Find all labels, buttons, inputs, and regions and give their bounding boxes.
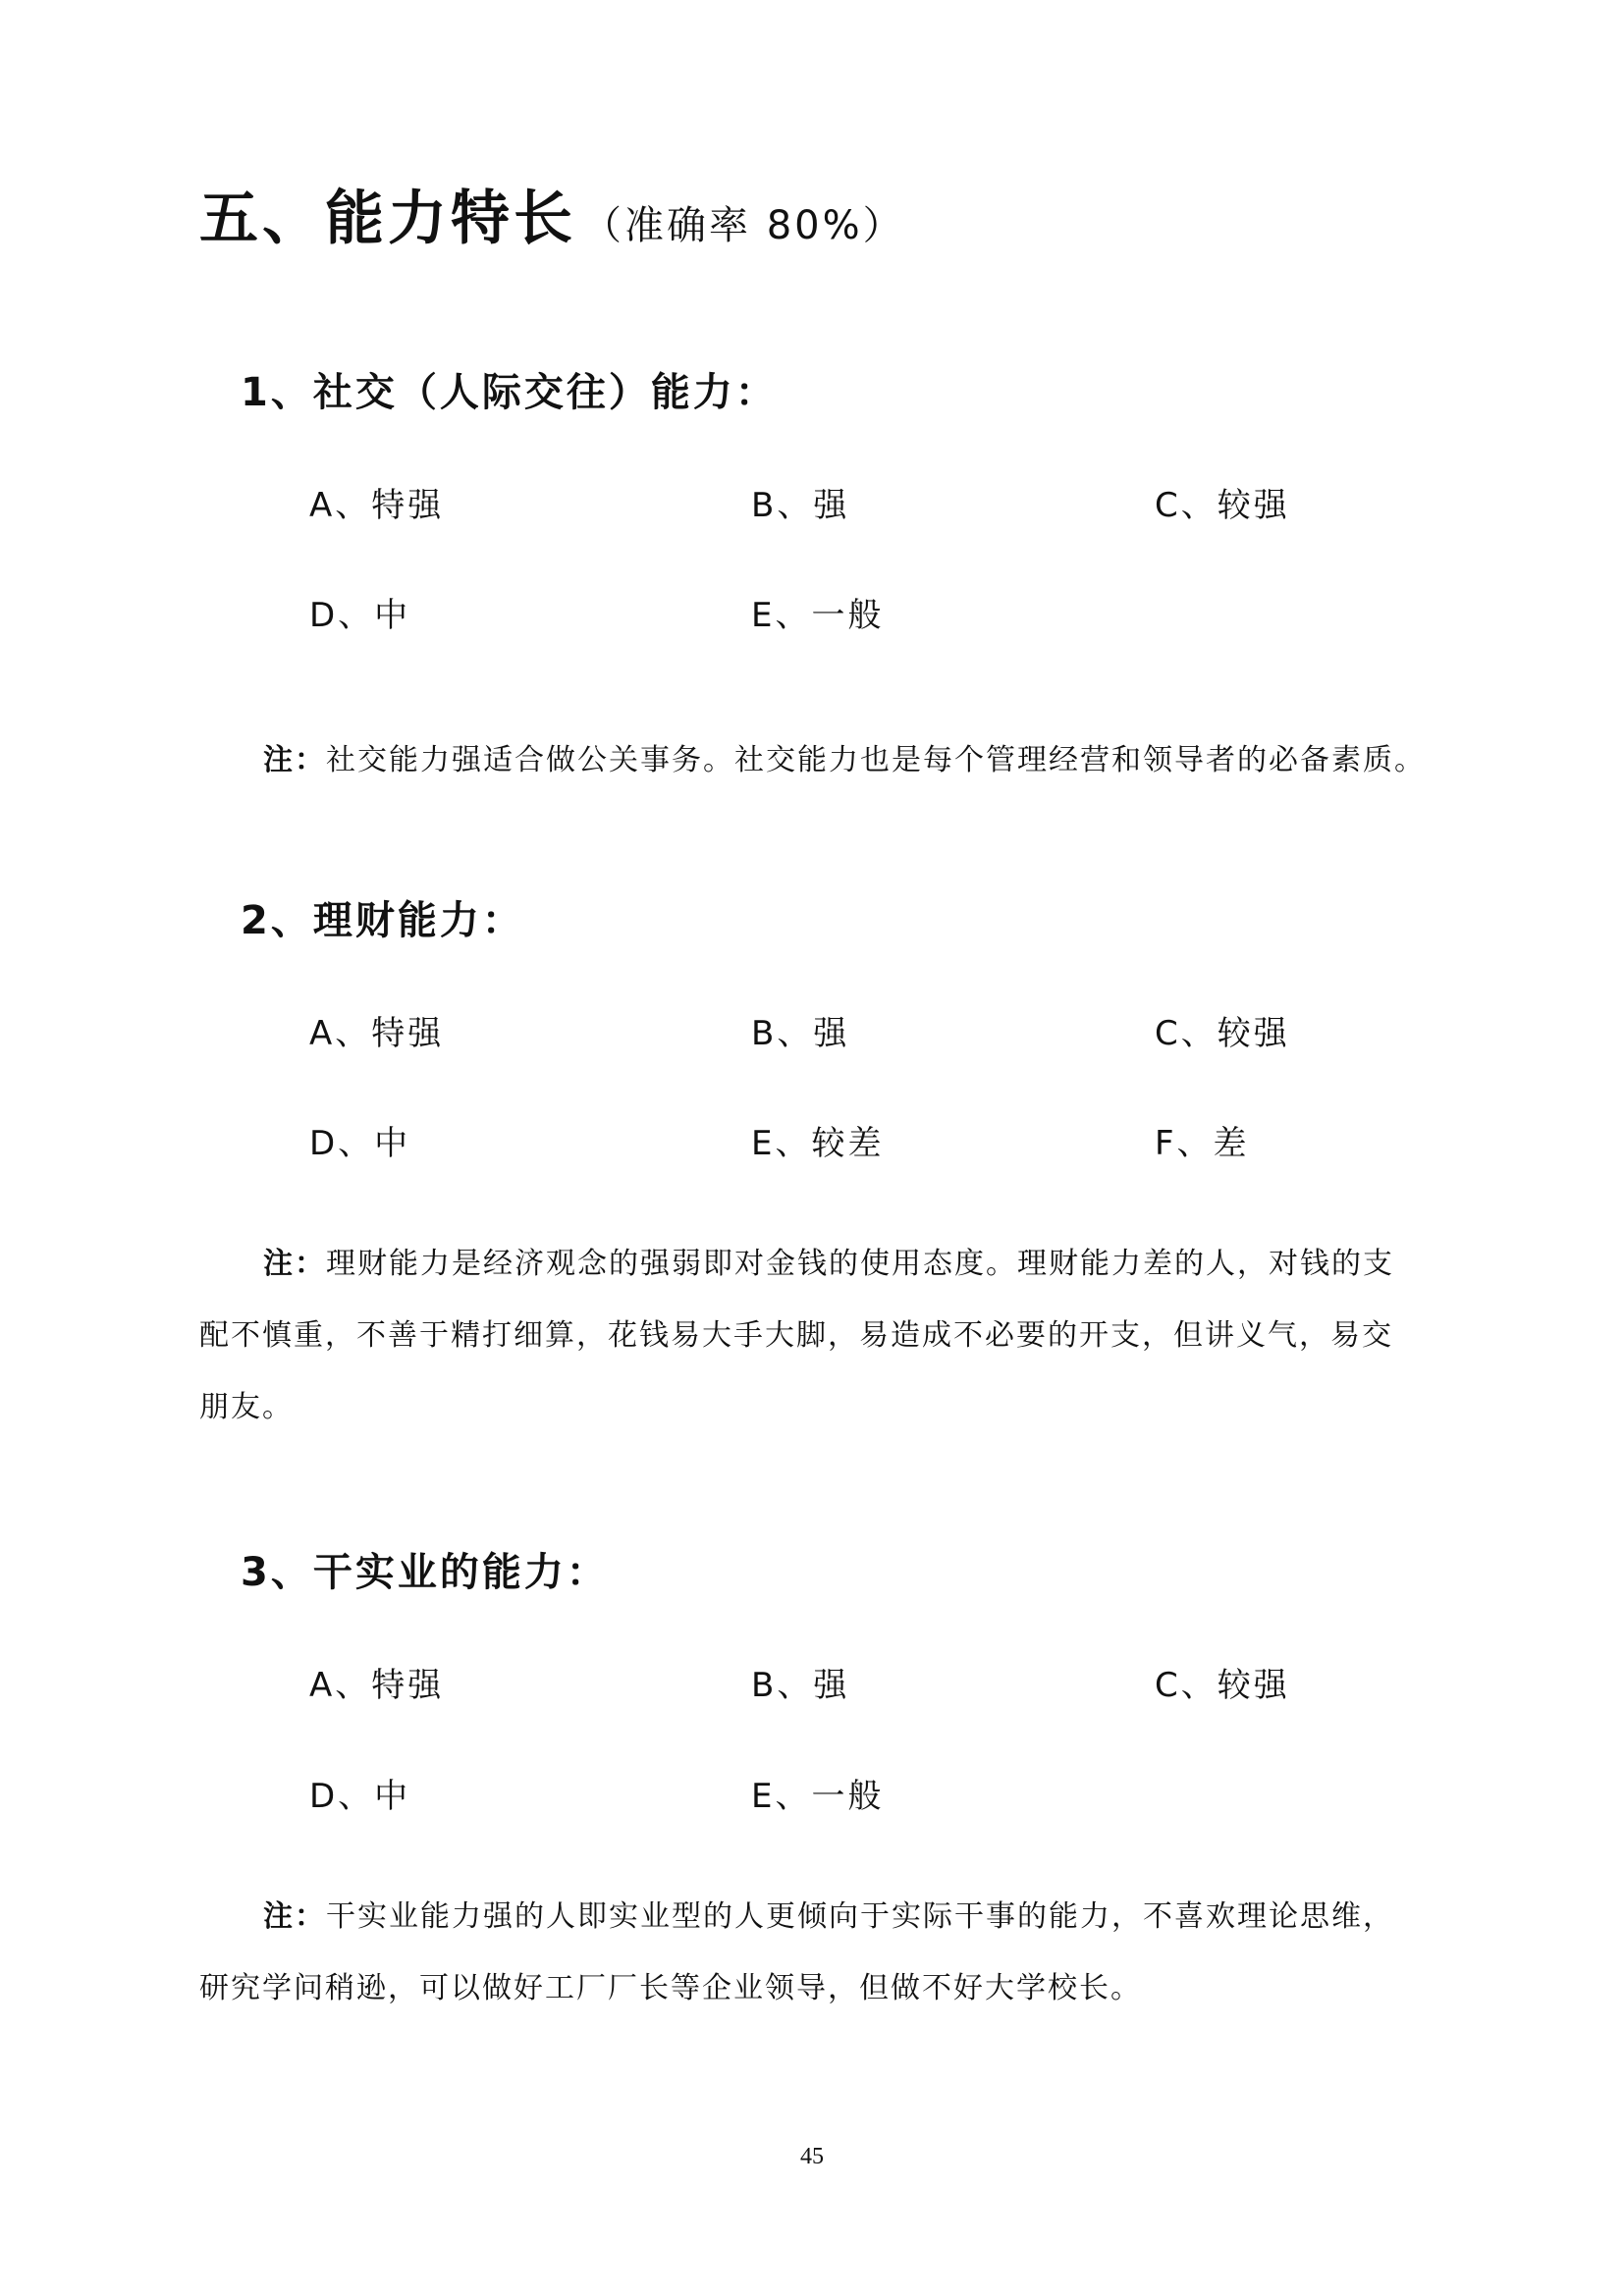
note-label: 注： <box>263 1247 326 1281</box>
option-d: D、中 <box>309 1124 411 1163</box>
note-label: 注： <box>263 1899 326 1934</box>
option-c: C、较强 <box>1155 1014 1290 1053</box>
note-text: 社交能力强适合做公关事务。社交能力也是每个管理经营和领导者的必备素质。 <box>326 743 1426 777</box>
option-e: E、一般 <box>751 596 885 635</box>
note-line: 研究学问稍逊，可以做好工厂厂长等企业领导，但做不好大学校长。 <box>199 1971 1142 2005</box>
note-line <box>263 1245 1394 1284</box>
section-heading: 3、干实业的能力： <box>241 1550 609 1595</box>
option-a: A、特强 <box>309 486 445 525</box>
page-title-main: 五、能力特长 <box>199 185 576 253</box>
option-f: F、差 <box>1155 1124 1250 1163</box>
option-a: A、特强 <box>309 1666 445 1705</box>
section-heading: 2、理财能力： <box>241 898 524 943</box>
note-label: 注： <box>263 743 326 777</box>
option-e: E、一般 <box>751 1777 885 1816</box>
option-d: D、中 <box>309 596 411 635</box>
page-number: 45 <box>800 2144 824 2169</box>
option-d: D、中 <box>309 1777 411 1816</box>
note-line: 配不慎重，不善于精打细算，花钱易大手大脚，易造成不必要的开支，但讲义气，易交 <box>199 1318 1393 1353</box>
option-c: C、较强 <box>1155 486 1290 525</box>
page-title <box>199 185 905 260</box>
option-b: B、强 <box>751 1014 850 1053</box>
note-line <box>263 741 1426 780</box>
section-heading: 1、社交（人际交往）能力： <box>241 370 778 415</box>
option-a: A、特强 <box>309 1014 445 1053</box>
option-c: C、较强 <box>1155 1666 1290 1705</box>
note-line: 朋友。 <box>199 1390 294 1424</box>
page-title-accuracy: （准确率 80%） <box>582 203 905 248</box>
note-line <box>263 1897 1394 1937</box>
option-b: B、强 <box>751 1666 850 1705</box>
note-text: 干实业能力强的人即实业型的人更倾向于实际干事的能力，不喜欢理论思维， <box>326 1899 1394 1934</box>
option-b: B、强 <box>751 486 850 525</box>
option-e: E、较差 <box>751 1124 885 1163</box>
note-text: 理财能力是经济观念的强弱即对金钱的使用态度。理财能力差的人，对钱的支 <box>326 1247 1394 1281</box>
